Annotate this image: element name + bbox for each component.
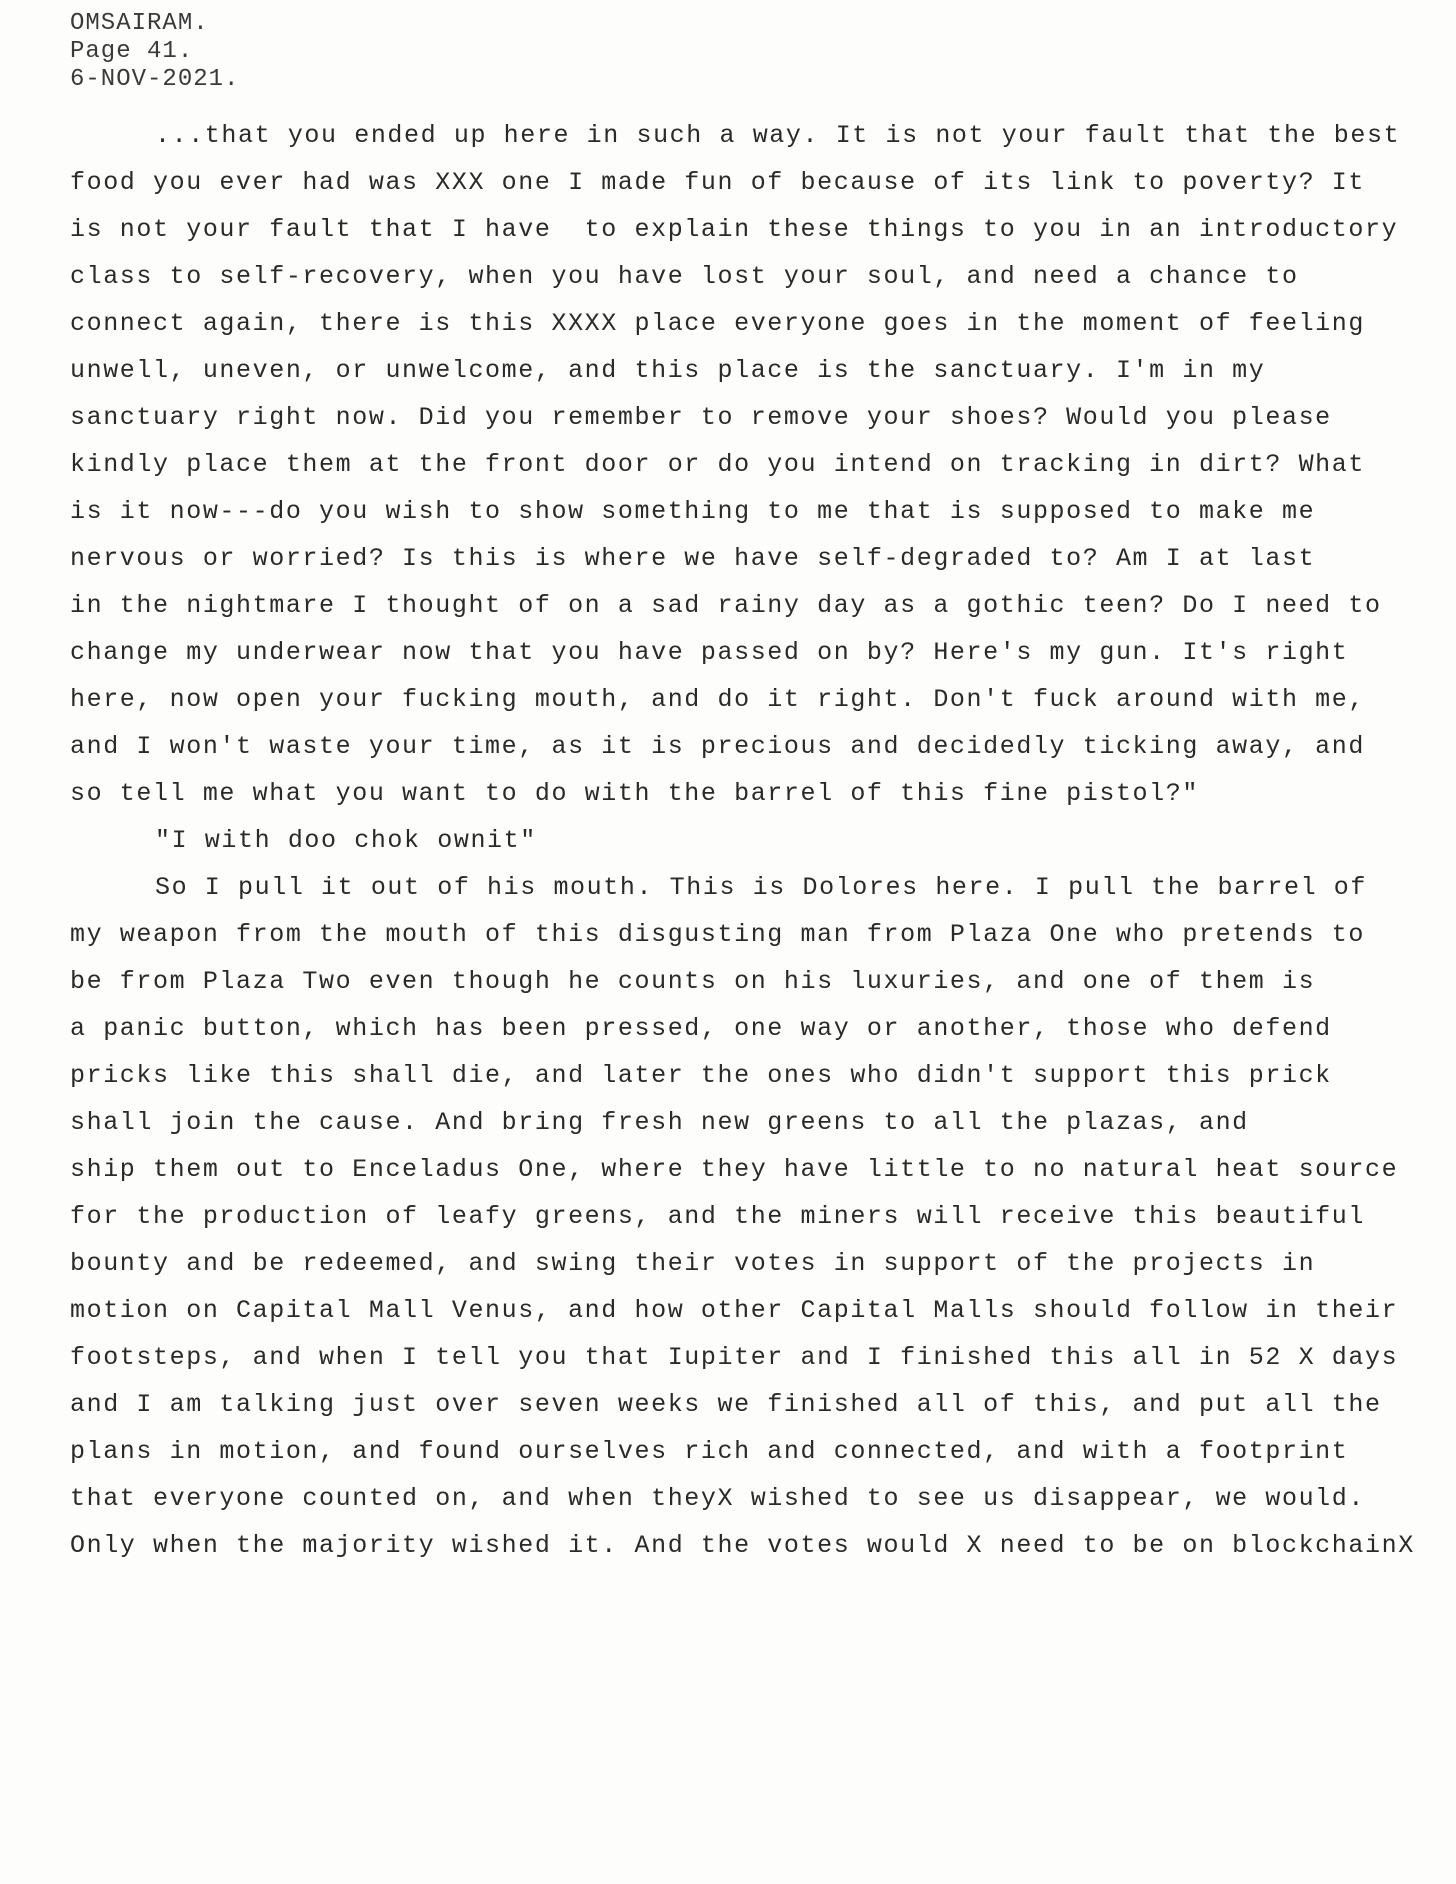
text-line: food you ever had was XXX one I made fun of because of its link to poverty? It <box>70 168 1365 197</box>
header-date: 6-NOV-2021. <box>70 66 240 93</box>
text-line: be from Plaza Two even though he counts on his luxuries, and one of them is <box>70 967 1316 996</box>
text-line: motion on Capital Mall Venus, and how other Capital Malls should follow in their <box>70 1296 1399 1325</box>
text-line: shall join the cause. And bring fresh new greens to all the plazas, and <box>70 1108 1249 1137</box>
text-line: plans in motion, and found ourselves rich and connected, and with a footprint <box>70 1437 1349 1466</box>
text-line: kindly place them at the front door or do you intend on tracking in dirt? What <box>70 450 1365 479</box>
text-line: in the nightmare I thought of on a sad rainy day as a gothic teen? Do I need to <box>70 591 1382 620</box>
text-line: nervous or worried? Is this is where we have self-degraded to? Am I at last <box>70 544 1316 573</box>
text-line: and I am talking just over seven weeks we finished all of this, and put all the <box>70 1390 1382 1419</box>
text-line: ship them out to Enceladus One, where they have little to no natural heat source <box>70 1155 1399 1184</box>
text-line: connect again, there is this XXXX place everyone goes in the moment of feeling <box>70 309 1365 338</box>
text-line: my weapon from the mouth of this disgusting man from Plaza One who pretends to <box>70 920 1365 949</box>
text-line: a panic button, which has been pressed, one way or another, those who defend <box>70 1014 1332 1043</box>
text-line: class to self-recovery, when you have lost your soul, and need a chance to <box>70 262 1299 291</box>
text-line: footsteps, and when I tell you that Iupiter and I finished this all in 52 X days <box>70 1343 1399 1372</box>
page-header <box>70 10 239 94</box>
text-line: pricks like this shall die, and later the ones who didn't support this prick <box>70 1061 1332 1090</box>
text-line: So I pull it out of his mouth. This is Dolores here. I pull the barrel of <box>155 873 1367 902</box>
text-line: sanctuary right now. Did you remember to remove your shoes? Would you please <box>70 403 1332 432</box>
header-page-number: Page 41. <box>70 38 194 65</box>
text-line: is not your fault that I have to explain these things to you in an introductory <box>70 215 1399 244</box>
text-line: bounty and be redeemed, and swing their votes in support of the projects in <box>70 1249 1316 1278</box>
text-line: change my underwear now that you have passed on by? Here's my gun. It's right <box>70 638 1349 667</box>
text-line: for the production of leafy greens, and the miners will receive this beautiful <box>70 1202 1365 1231</box>
text-line: that everyone counted on, and when theyX wished to see us disappear, we would. <box>70 1484 1365 1513</box>
text-line: ...that you ended up here in such a way. It is not your fault that the best <box>155 121 1401 150</box>
header-title: OMSAIRAM. <box>70 10 209 37</box>
text-line: "I with doo chok ownit" <box>155 826 537 855</box>
text-line: and I won't waste your time, as it is precious and decidedly ticking away, and <box>70 732 1365 761</box>
text-line: Only when the majority wished it. And the votes would X need to be on blockchainX <box>70 1531 1415 1560</box>
text-line: so tell me what you want to do with the barrel of this fine pistol?" <box>70 779 1199 808</box>
text-line: is it now---do you wish to show something to me that is supposed to make me <box>70 497 1316 526</box>
text-line: here, now open your fucking mouth, and do it right. Don't fuck around with me, <box>70 685 1365 714</box>
text-line: unwell, uneven, or unwelcome, and this place is the sanctuary. I'm in my <box>70 356 1266 385</box>
